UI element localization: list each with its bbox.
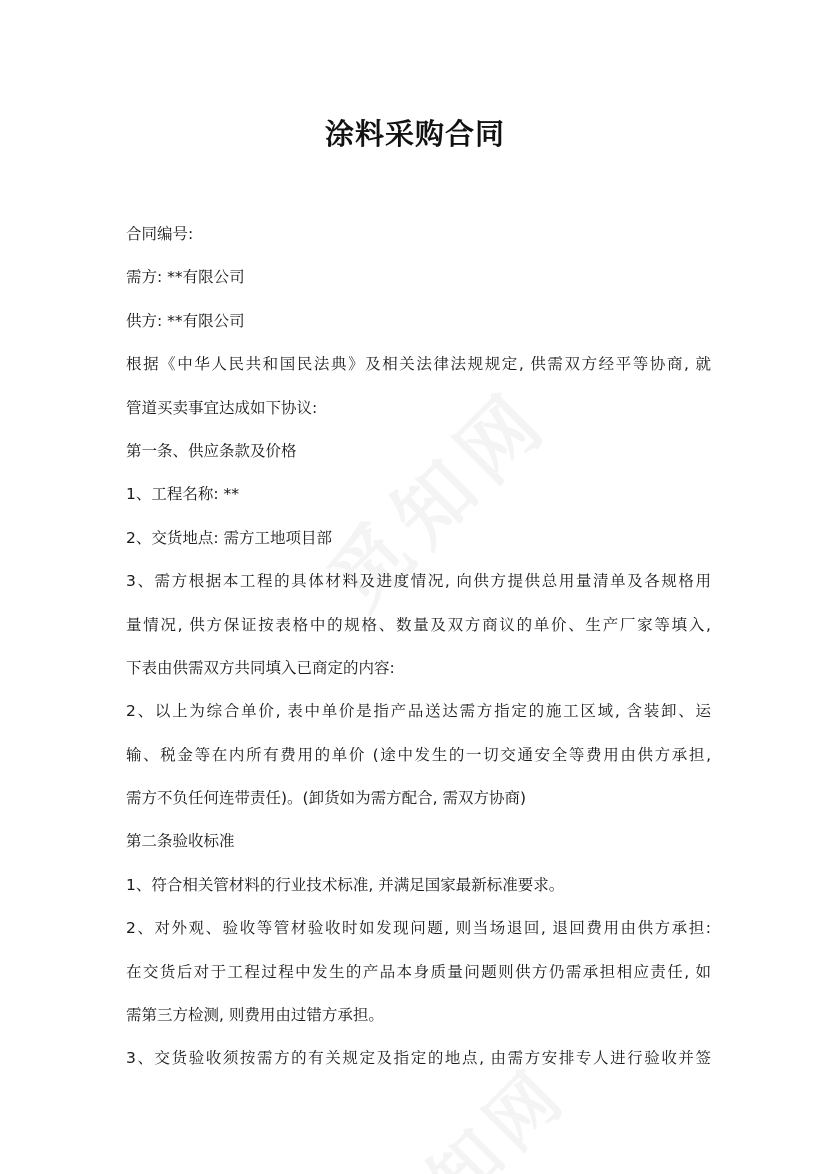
- clause-line: 下表由供需双方共同填入已商定的内容:: [126, 658, 395, 677]
- buyer-line: 需方: **有限公司: [126, 268, 245, 287]
- preamble-line: 根据《中华人民共和国民法典》及相关法律法规规定, 供需双方经平等协商, 就: [126, 355, 711, 374]
- clause-line: 3、交货验收须按需方的有关规定及指定的地点, 由需方安排专人进行验收并签: [126, 1049, 711, 1068]
- clause-line: 需方不负任何连带责任)。(卸货如为需方配合, 需双方协商): [126, 789, 526, 808]
- preamble-line: 管道买卖事宜达成如下协议:: [126, 398, 318, 417]
- clause-line: 1、工程名称: **: [126, 485, 240, 504]
- document-title: 涂料采购合同: [324, 117, 505, 151]
- clause-line: 2、对外观、验收等管材验收时如发现问题, 则当场退回, 退回费用由供方承担:: [126, 919, 711, 938]
- clause-line: 量情况, 供方保证按表格中的规格、数量及双方商议的单价、生产厂家等填入,: [126, 615, 711, 634]
- document-body: [126, 218, 711, 1086]
- clause-line: 2、交货地点: 需方工地项目部: [126, 528, 333, 547]
- clause-line: 输、税金等在内所有费用的单价 (途中发生的一切交通安全等费用由供方承担,: [126, 745, 711, 764]
- supplier-line: 供方: **有限公司: [126, 311, 245, 330]
- contract-number-line: 合同编号:: [126, 225, 194, 243]
- section-heading: 第一条、供应条款及价格: [126, 441, 297, 460]
- clause-line: 需第三方检测, 则费用由过错方承担。: [126, 1006, 384, 1025]
- clause-line: 在交货后对于工程过程中发生的产品本身质量问题则供方仍需承担相应责任, 如: [126, 962, 711, 981]
- clause-line: 2、以上为综合单价, 表中单价是指产品送达需方指定的施工区域, 含装卸、运: [126, 702, 711, 721]
- clause-line: 1、符合相关管材料的行业技术标准, 并满足国家最新标准要求。: [126, 875, 565, 894]
- section-heading: 第二条验收标准: [126, 832, 235, 851]
- clause-line: 3、需方根据本工程的具体材料及进度情况, 向供方提供总用量清单及各规格用: [126, 572, 711, 591]
